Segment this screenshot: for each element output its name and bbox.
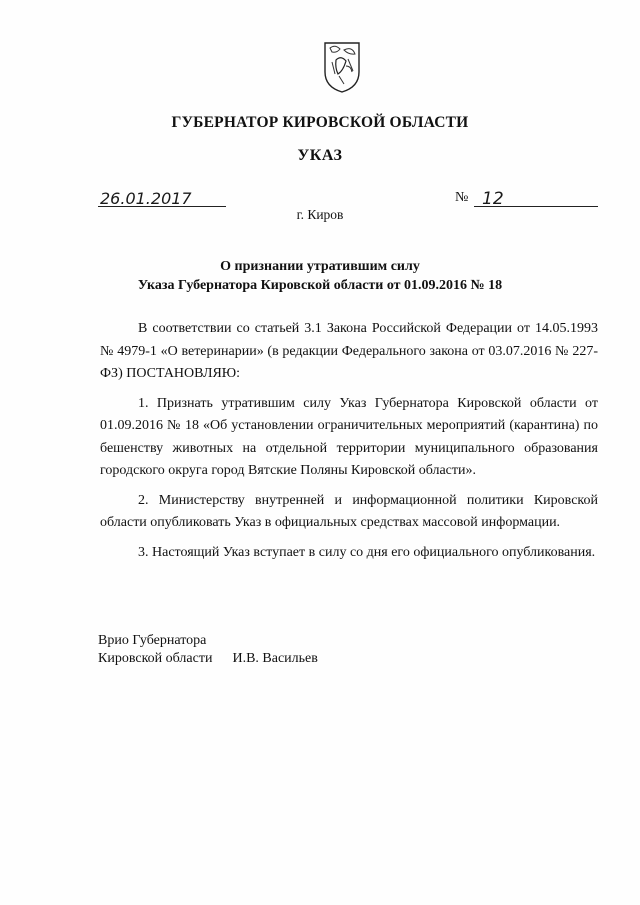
subject-line-1: О признании утратившим силу	[220, 259, 420, 274]
item-1-paragraph: 1. Признать утратившим силу Указ Губернатора Кировской области от 01.09.2016 № 18 «Об установлении ограничительных мероприятий (карантина) по бешенству животных на отдельной территории муниципального образования городского округа город Вятские Поляны Кировской области».	[100, 395, 598, 478]
number-label: №	[455, 190, 469, 205]
city-name: г. Киров	[296, 207, 344, 222]
kirov-oblast-coat-of-arms-icon	[322, 40, 362, 94]
handwritten-date	[100, 186, 220, 208]
document-body	[100, 318, 598, 571]
item-2-paragraph: 2. Министерству внутренней и информационной политики Кировской области опубликовать Указ в официальных средствах массовой информации.	[100, 492, 598, 530]
date-text: 26.01.2017	[100, 189, 192, 208]
subject-line-2: Указа Губернатора Кировской области от 01.09.2016 № 18	[137, 278, 503, 293]
issuer-title: ГУБЕРНАТОР КИРОВСКОЙ ОБЛАСТИ	[171, 114, 469, 131]
signature-block	[98, 632, 318, 668]
number-text: 12	[482, 189, 504, 208]
signer-title-line-2: Кировской области	[98, 651, 213, 666]
signer-name: И.В. Васильев	[232, 651, 318, 666]
document-type: УКАЗ	[297, 147, 343, 164]
preamble-paragraph: В соответствии со статьей 3.1 Закона Российской Федерации от 14.05.1993 № 4979-1 «О ветеринарии» (в редакции Федерального закона от 03.07.2016 № 227-ФЗ) ПОСТАНОВЛЯЮ:	[100, 321, 598, 381]
signer-title-line-1: Врио Губернатора	[98, 633, 207, 648]
handwritten-number	[480, 186, 522, 208]
signer-row	[98, 650, 318, 668]
item-3-paragraph: 3. Настоящий Указ вступает в силу со дня его официального опубликования.	[138, 544, 596, 560]
document-subject	[0, 257, 640, 295]
